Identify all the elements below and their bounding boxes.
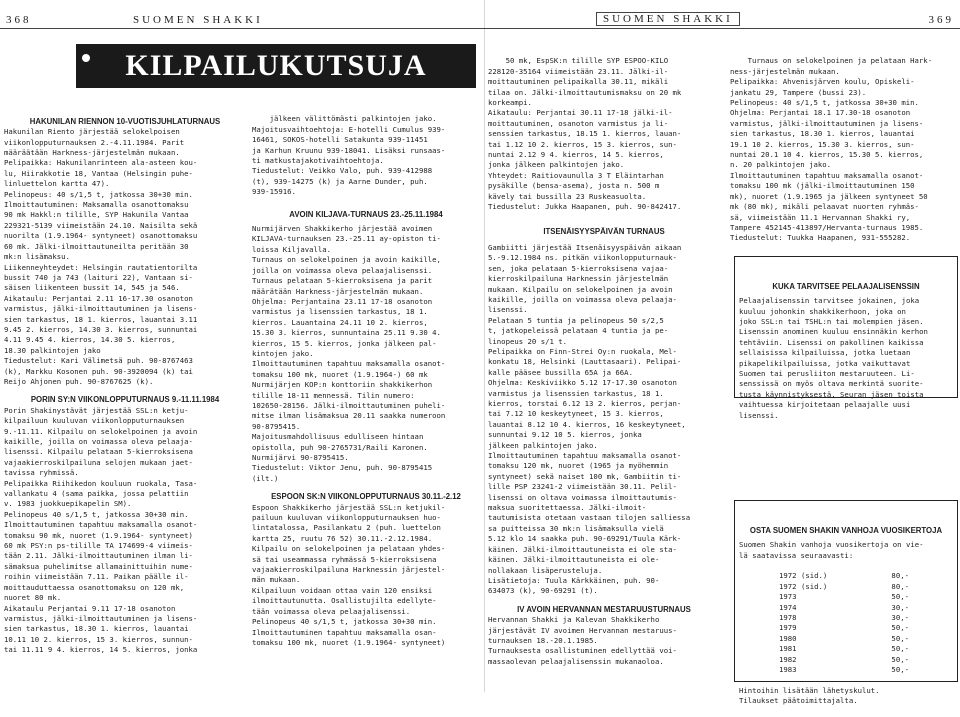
price-row-price: 50,-	[891, 592, 909, 602]
article-body: Hervannan Shakki ja Kalevan Shakkikerho järjestävät IV avoimen Hervannan mestaruus- turnauksen 18.-20.1.1985. Turnauksesta osallistuminen edellyttää voi- massaolevan pelaajalisenssin mukanaoloa.	[488, 615, 677, 666]
left-column-2	[252, 104, 480, 692]
right-page	[484, 0, 960, 706]
magazine-title-right: SUOMEN SHAKKI	[596, 12, 740, 26]
article-heading: IV AVOIN HERVANNAN MESTARUUSTURNAUS	[517, 604, 691, 614]
left-running-header	[6, 14, 263, 26]
left-column-1	[4, 96, 246, 692]
price-row	[739, 571, 909, 581]
price-row	[739, 592, 909, 602]
header-rule-right	[484, 28, 960, 29]
price-row-year: 1983	[779, 665, 797, 675]
header-rule-left	[0, 28, 484, 29]
box-footer: Hintoihin lisätään lähetyskulut. Tilaukset päätoimittajalta.	[739, 685, 880, 706]
price-row-year: 1972 (sid.)	[779, 571, 828, 581]
article-body: Nurmijärven Shakkikerho järjestää avoimen KILJAVA-turnauksen 23.-25.11 ay-opiston ti- loissa Kiljavalla. Turnaus on selokelpoinen ja avoin kaikille, joilla on voimassa oleva pelaajalisenssi. Turnaus pelataan 5-kierroksisena ja parit määrätään Harkness-järjestelmän mukaan. Ohjelma: Perjantaina 23.11 17-18 osanoton varmistus ja lisenssien tarkastus, 18 1. kierros. Lauantaina 24.11 10 2. kierros, 15.30 3. kierros, sunnuntaina 25.11 9.30 4. kierros, 15 5. kierros, jonka jälkeen pal- kintojen jako. Ilmoittautuminen tapahtuu maksamalla osanot- tomaksu 100 mk, nuoret (1.9.1964-) 60 mk Nurmijärjen KOP:n konttoriin shakkikerhon tilille 18-11 mennessä. Tilin numero: 102650-28156. Jälki-ilmoittautuminen puheli- mitse ilman lisämaksua 20.11 saakka numeroon 90-8795415. Majoitusmahdollisuus edulliseen hintaan opistolla, puh 90-2765731/Raili Karonen. Nurmijärvi 90-8795415. Tiedustelut: Viktor Jenu, puh. 90-8795415 (ilt.)	[252, 224, 446, 483]
right-column-2	[730, 46, 956, 243]
price-row	[739, 623, 909, 633]
price-row-year: 1978	[779, 613, 797, 623]
price-row-price: 80,-	[891, 571, 909, 581]
price-row	[739, 613, 909, 623]
box-heading: KUKA TARVITSEE PELAAJALISENSSIN	[772, 281, 920, 291]
article-heading: HAKUNILAN RIENNON 10-VUOTISJUHLATURNAUS	[29, 116, 221, 126]
section-banner	[76, 44, 476, 88]
price-row	[739, 655, 909, 665]
article-heading: ESPOON SK:N VIIKONLOPPUTURNAUS 30.11.-2.12	[271, 492, 461, 502]
article-body: Hakunilan Riento järjestää selokelpoisen viikonlopputurnauksen 2.-4.11.1984. Parit määräätään Harkness-järjestelmän mukaan. Pelipaikka: Hakunilanrinteen ala-asteen kou- lu, Hiirakkotie 18, Vantaa (Helsingin puhe- linluettelon kartta 47). Pelinopeus: 40 s/1,5 t, jatkossa 30+30 min. Ilmoittautuminen: Maksamalla osanottomaksu 90 mk Hakkl:n tilille, SYP Hakunila Vantaa 229321-5139 viimeistään 24.10. Naisilta sekä nuorilta (1.9.1964- syntyneet) osanottomaksu 60 mk. Jälki-ilmoittautuneilta peritään 30 mk:n lisämaksu. Liikenneyhteydet: Helsingin rautatientorilta bussit 740 ja 743 (laituri 22), Vantaan si- säisen liikenteen bussit 14, 545 ja 546. Aikataulu: Perjantai 2.11 16-17.30 osanoton varmistus, jälki-ilmoittautuminen ja lisens- sien tarkastus, 18 1. kierros, lauantai 3.11 9.45 2. kierros, 14.30 3. kierros, sunnuntai 4.11 9.45 4. kierros, 14.30 5. kierros, 18.30 palkintojen jako Tiedustelut: Kari Välimetsä puh. 90-8767463 (k), Markku Kosonen puh. 90-3920094 (k) tai Reijo Ahjonen puh. 90-8767625 (k).	[4, 127, 198, 386]
article-heading: AVOIN KILJAVA-TURNAUS 23.-25.11.1984	[289, 209, 443, 219]
back-issues-box	[734, 500, 958, 706]
article-body: Espoon Shakkikerho järjestää SSL:n ketjukil- pailuun kuuluvan viikonlopputurnauksen huo- lintatalossa, Pasilankatu 2 (puh. luettelon kartta 25, ruutu 76 52) 30.11.-2.12.1984. Kilpailu on selokelpoinen ja pelataan yhdes- sä tai useammassa ryhmässä 5-kierroksisena vajaakierroskilpailuna Harknessin järjestel- män mukaan. Kilpailuun voidaan ottaa vain 120 ensiksi ilmoittautunutta. Osallistujilta edellyte- tään voimassa oleva pelaajalisenssi. Pelinopeus 40 s/1,5 t, jatkossa 30+30 min. Ilmoittautuminen tapahtuu maksamalla osan- tomaksu 100 mk, nuoret (1.9.1964- syntyneet)	[252, 502, 446, 647]
price-row-price: 30,-	[891, 613, 909, 623]
page-number-right: 369	[928, 14, 954, 26]
price-row-year: 1980	[779, 633, 797, 643]
price-row-price: 50,-	[891, 633, 909, 643]
price-table	[739, 571, 953, 675]
article-heading: ITSENÄISYYSPÄIVÄN TURNAUS	[543, 226, 665, 236]
price-row	[739, 603, 909, 613]
price-row-price: 80,-	[891, 581, 909, 591]
price-row-price: 50,-	[891, 623, 909, 633]
price-row-price: 50,-	[891, 665, 909, 675]
box-body: Pelaajalisenssin tarvitsee jokainen, joka kuuluu johonkin shakkikerhoon, joka on joko SSL:n tai TSHL:n tai molempien jäsen. Lisenssin anominen kuuluu ensinnäkin kerhon tehtäviin. Lisenssi on pakollinen kaikissa sellaisissa kilpailuissa, jotka luetaan pikapelikilpailuissa, jotka vaikuttavat Suomen tai perusliiton mestaruuteen. Li- senssissä on myös oltava merkintä suorite- tusta käynnistyksestä. Seuran jäsen toista vaihtuessa kirjoitetaan pelaajalle uusi lisenssi.	[739, 296, 928, 420]
right-column-1	[488, 46, 720, 692]
price-row	[739, 665, 909, 675]
price-row-year: 1982	[779, 654, 797, 664]
price-row	[739, 634, 909, 644]
article-body: Porin Shakinystävät järjestää SSL:n ketju- kilpailuun kuuluvan viikonlopputurnauksen 9.-11.11. Kilpailu on selokelpoinen ja avoin kaikille, joilla on voimassa oleva pelaaja- lisenssi. Kilpailu pelataan 5-kierroksisena vajaakierroskilpailuna selojen mukaan jaet- tavissa ryhmissä. Pelipaikka Riihikedon kouluun ruokala, Tasa- vallankatu 4 (sama paikka, jossa pelattiin v. 1983 juokkuepikapelin SM). Pelinopeus 40 s/1,5 t, jatkossa 30+30 min. Ilmoittautuminen tapahtuu maksamalla osanot- tomaksu 90 mk, nuoret (1.9.1964- syntyneet) 60 mk PSY:n ps-tilille TA 174699-4 viimeis- tään 2.11. Jälki-ilmoittautuminen ilman li- sämaksua puhelimitse allamainittuihin nume- roihin viimeistään 7.11. Paikan päälle il- moittauduttaessa osanottomaksu on 120 mk, nuoret 80 mk. Aikataulu Perjantai 9.11 17-18 osanoton varmistus, jälki-ilmoittautuminen ja lisens- sien tarkastus, 18.30 1. kierros, lauantai 10.11 10 2. kierros, 15 3. kierros, sunnun- tai 11.11 9 4. kierros, 14 5. kierros, jonka	[4, 405, 198, 655]
box-heading: OSTA SUOMEN SHAKIN VANHOJA VUOSIKERTOJA	[749, 525, 943, 535]
magazine-title-left: SUOMEN SHAKKI	[133, 14, 263, 26]
box-intro: Suomen Shakin vanhoja vuosikertoja on vie- lä saatavissa seuraavasti:	[739, 540, 924, 560]
price-row-year: 1972 (sid.)	[779, 581, 828, 591]
price-row-price: 50,-	[891, 654, 909, 664]
price-row-year: 1973	[779, 592, 797, 602]
price-row	[739, 644, 909, 654]
article-body: jälkeen välittömästi palkintojen jako. Majoitusvaihtoehtoja: E-hotelli Cumulus 939- 16461, SOKOS-hotelli Satakunta 939-11451 ja Karhun Kruunu 939-18041. Lisäksi runsaas- ti matkustajakotivaihtoehtoja. Tiedustelut: Veikko Valo, puh. 939-412988 (t), 939-14275 (k) ja Aarne Dunder, puh. 939-15916.	[252, 114, 446, 197]
price-row-year: 1981	[779, 644, 797, 654]
price-row-price: 50,-	[891, 644, 909, 654]
banner-dot	[82, 54, 90, 62]
price-row	[739, 582, 909, 592]
article-body: 50 mk, EspSK:n tilille SYP ESPOO-KILO 228120-35164 viimeistään 23.11. Jälki-il- moittautuminen pelipaikalla 30.11, mikäli tilaa on. Jälki-ilmoittautumismaksu on 20 mk korkeampi. Aikataulu: Perjantai 30.11 17-18 jälki-il- moittautuminen, osanoton varmistus ja li- senssien tarkastus, 18.15 1. kierros, lauan- tai 1.12 10 2. kierros, 15 3. kierros, sun- nuntai 2.12 9 4. kierros, 14 5. kierros, jonka jälkeen palkintojen jako. Yhteydet: Raitiovaunulla 3 T Eläintarhan pysäkille (bensa-asema), josta n. 500 m kävely tai bussilla 23 Ruskeasuolta. Tiedustelut: Jukka Haapanen, puh. 90-842417.	[488, 56, 682, 212]
page-number-left: 368	[6, 14, 32, 26]
article-body: Gambiitti järjestää Itsenäisyyspäivän aikaan 5.-9.12.1984 ns. pitkän viikonlopputurnauk- sen, joka pelataan 5-kierroksisena vajaa- kierroskilpailuna Harknessin järjestelmän mukaan. Kilpailu on selokelpoinen ja avoin kaikille, joilla on voimassa oleva pelaaja- lisenssi. Pelataan 5 tuntia ja pelinopeus 50 s/2,5 t, jatkopeleissä pelataan 4 tuntia ja pe- linopeus 20 s/1 t. Pelipaikka on Finn-Strei Oy:n ruokala, Mel- konkatu 18, Helsinki (Lauttasaari). Pelipai- kalle pääsee bussilla 65A ja 66A. Ohjelma: Keskiviikko 5.12 17-17.30 osanoton varmistus ja lisenssien tarkastus, 18 1. kierros, torstai 6.12 13 2. kierros, perjan- tai 7.12 10 keskeytyneet, 15 3. kierros, lauantai 8.12 10 4. kierros, 16 keskeytyneet, sunnuntai 9.12 10 5. kierros, jonka jälkeen palkintojen jako. Ilmoittautuminen tapahtuu maksamalla osanot- tomaksu 120 mk, nuoret (1965 ja myöhemmin syntyneet) sekä naiset 100 mk, Gambiitin ti- lille PSP 23241-2 viimeistään 30.11. Pelil- lisenssi on oltava voimassa ilmoittautumis- maksua suoritettaessa. Jälki-ilmoit- tautumisista otetaan vastaan tilojen salliessa sa puitteissa 30 mk:n lisämaksulla vielä 5.12 klo 14 saakka puh. 90-69291/Tuula Kärk- käinen. Jälki-ilmoittautuneista ei ole sta- käinen. Jälki-ilmoittautuneista ei ole- nollakaan lisäperusteluja. Lisätietoja: Tuula Kärkkäinen, puh. 90- 634073 (k), 90-69291 (t).	[488, 242, 691, 596]
article-heading: PORIN SY:N VIIKONLOPPUTURNAUS 9.-11.11.1984	[30, 395, 220, 405]
article-body: Turnaus on selokelpoinen ja pelataan Hark- ness-järjestelmän mukaan. Pelipaikka: Ahvenisjärven koulu, Opiskeli- jankatu 29, Tampere (bussi 23). Pelinopeus: 40 s/1,5 t, jatkossa 30+30 min. Ohjelma: Perjantai 18.1 17.30-18 osanoton varmistus, jälki-ilmoittautuminen ja lisens- sien tarkastus, 18.30 1. kierros, lauantai 19.1 10 2. kierros, 15.30 3. kierros, sun- nuntai 20.1 10 4. kierros, 15.30 5. kierros, n. 20 palkintojen jako. Ilmoittautuminen tapahtuu maksamalla osanot- tomaksu 100 mk (jälki-ilmoittautuminen 150 mk), nuoret (1.9.1965 ja jälkeen syntyneet 50 mk (80 mk), mikäli pelaavat nuorten ryhmäs- sä, viimeistään 11.1 Hervannan Shakki ry, Tampere 452145-413897/Hervanta-turnaus 1985. Tiedustelut: Tuukka Haapanen, 931-555282.	[730, 56, 933, 243]
price-row-year: 1974	[779, 602, 797, 612]
price-row-year: 1979	[779, 623, 797, 633]
license-info-box	[734, 256, 958, 420]
banner-title: KILPAILUKUTSUJA	[125, 49, 427, 82]
left-page	[0, 0, 484, 692]
price-row-price: 30,-	[891, 602, 909, 612]
